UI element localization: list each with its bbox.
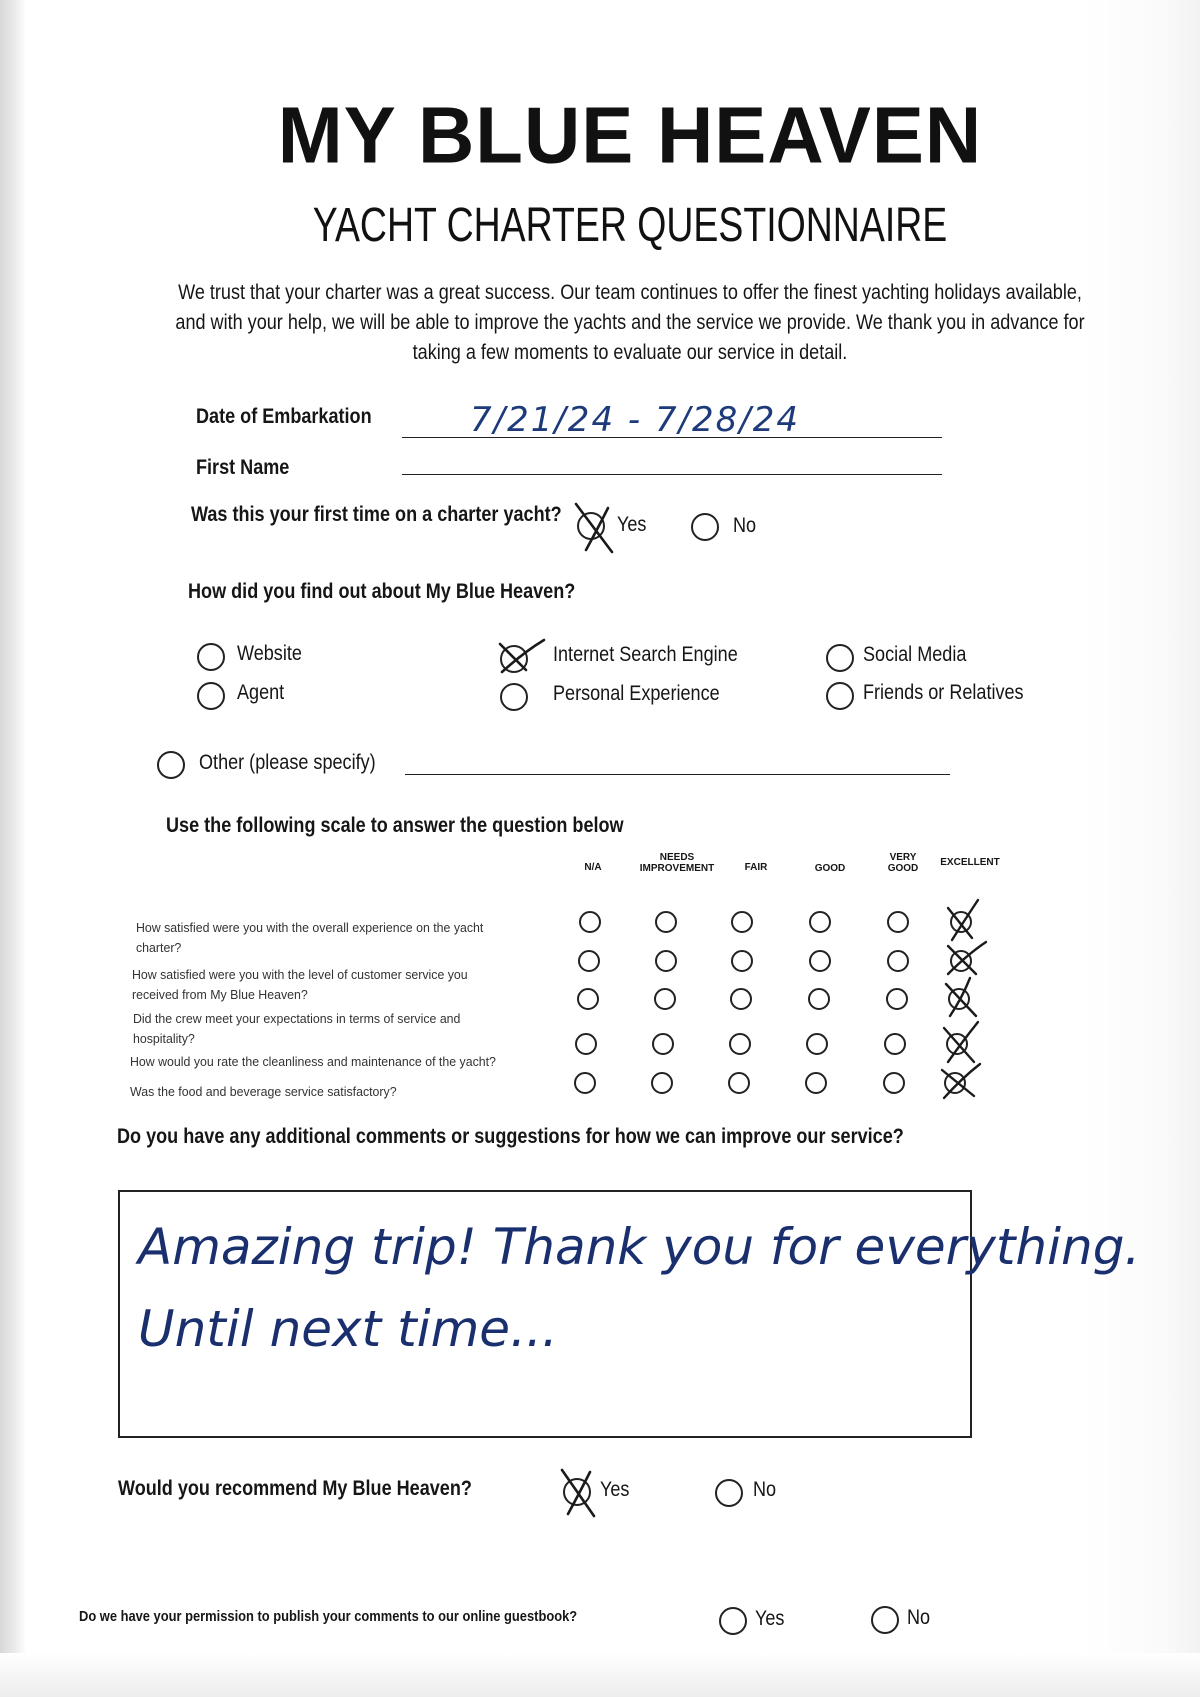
first-time-yes-label: Yes [617, 513, 647, 536]
intro-line-2: and with your help, we will be able to improve the yachts and the service we provide. We thank you in advance for [175, 311, 1085, 334]
scale-header-needs-improvement: NEEDS IMPROVEMENT [639, 852, 715, 874]
scale-header-na: N/A [584, 862, 602, 873]
rating-3-fair[interactable] [730, 988, 752, 1010]
discovery-question: How did you find out about My Blue Heaven? [188, 580, 576, 603]
rating-2-fair[interactable] [731, 950, 753, 972]
first-name-underline [402, 474, 942, 475]
recommend-question: Would you recommend My Blue Heaven? [118, 1477, 472, 1500]
scale-question-4: How would you rate the cleanliness and maintenance of the yacht? [130, 1054, 496, 1069]
scale-question-3-line-1: Did the crew meet your expectations in terms of service and [133, 1011, 461, 1026]
scale-question-3-line-2: hospitality? [133, 1031, 195, 1046]
website-label: Website [237, 642, 302, 665]
permission-yes-label: Yes [755, 1607, 785, 1630]
scan-shadow-bottom [0, 1653, 1200, 1697]
social-media-label: Social Media [863, 643, 967, 666]
scale-header-good: GOOD [814, 863, 846, 874]
scale-question-1-line-1: How satisfied were you with the overall experience on the yacht [136, 920, 484, 935]
other-label: Other (please specify) [199, 751, 376, 774]
first-time-no-label: No [733, 514, 757, 537]
scale-instruction: Use the following scale to answer the question below [166, 814, 624, 837]
checkmark-x-icon [938, 1020, 984, 1066]
agent-label: Agent [237, 681, 285, 704]
rating-4-needs-improvement[interactable] [652, 1033, 674, 1055]
permission-no-label: No [907, 1606, 931, 1629]
scale-question-2-line-1: How satisfied were you with the level of customer service you [132, 967, 468, 982]
page-title: MY BLUE HEAVEN [277, 90, 983, 180]
rating-2-good[interactable] [809, 950, 831, 972]
social-media-radio[interactable] [826, 644, 854, 672]
rating-3-na[interactable] [577, 988, 599, 1010]
scale-header-fair: FAIR [744, 862, 768, 873]
permission-question: Do we have your permission to publish your comments to our online guestbook? [79, 1608, 578, 1625]
rating-5-very-good[interactable] [883, 1072, 905, 1094]
first-name-label: First Name [196, 456, 290, 479]
comments-line-1: Amazing trip! Thank you for everything. [138, 1218, 1141, 1276]
comments-line-2: Until next time... [138, 1300, 558, 1358]
comments-question: Do you have any additional comments or suggestions for how we can improve our service? [117, 1125, 904, 1148]
rating-2-very-good[interactable] [887, 950, 909, 972]
first-time-no-radio[interactable] [691, 513, 719, 541]
friends-relatives-radio[interactable] [826, 682, 854, 710]
rating-4-na[interactable] [575, 1033, 597, 1055]
checkmark-x-icon [558, 1464, 602, 1522]
checkmark-x-icon [936, 1062, 986, 1102]
rating-2-na[interactable] [578, 950, 600, 972]
permission-no-radio[interactable] [871, 1606, 899, 1634]
rating-1-na[interactable] [579, 911, 601, 933]
checkmark-x-icon [942, 940, 990, 980]
rating-1-very-good[interactable] [887, 911, 909, 933]
scan-shadow-right [1082, 0, 1200, 1697]
rating-5-good[interactable] [805, 1072, 827, 1094]
rating-1-good[interactable] [809, 911, 831, 933]
scale-header-very-good: VERY GOOD [887, 852, 919, 874]
scale-question-2-line-2: received from My Blue Heaven? [132, 987, 308, 1002]
recommend-yes-label: Yes [600, 1478, 630, 1501]
scale-question-1-line-2: charter? [136, 940, 182, 955]
rating-1-needs-improvement[interactable] [655, 911, 677, 933]
rating-2-needs-improvement[interactable] [655, 950, 677, 972]
checkmark-x-icon [942, 898, 986, 944]
personal-experience-radio[interactable] [500, 683, 528, 711]
recommend-no-label: No [753, 1478, 777, 1501]
first-time-question: Was this your first time on a charter yacht? [191, 503, 562, 526]
scale-question-5: Was the food and beverage service satisfactory? [130, 1084, 397, 1099]
date-underline [402, 437, 942, 438]
other-radio[interactable] [157, 751, 185, 779]
rating-5-fair[interactable] [728, 1072, 750, 1094]
rating-4-fair[interactable] [729, 1033, 751, 1055]
search-engine-label: Internet Search Engine [553, 643, 738, 666]
rating-3-good[interactable] [808, 988, 830, 1010]
rating-5-needs-improvement[interactable] [651, 1072, 673, 1094]
website-radio[interactable] [197, 643, 225, 671]
page-subtitle: YACHT CHARTER QUESTIONNAIRE [312, 199, 948, 252]
personal-experience-label: Personal Experience [553, 682, 720, 705]
other-specify-field[interactable] [405, 774, 950, 775]
rating-3-needs-improvement[interactable] [654, 988, 676, 1010]
scan-shadow-left [0, 0, 26, 1697]
checkmark-x-icon [940, 976, 986, 1020]
permission-yes-radio[interactable] [719, 1607, 747, 1635]
date-field[interactable]: 7/21/24 - 7/28/24 [470, 400, 801, 440]
rating-4-good[interactable] [806, 1033, 828, 1055]
rating-5-na[interactable] [574, 1072, 596, 1094]
scale-header-excellent: EXCELLENT [940, 857, 1000, 868]
date-label: Date of Embarkation [196, 405, 372, 428]
intro-line-3: taking a few moments to evaluate our service in detail. [412, 341, 848, 364]
checkmark-x-icon [496, 636, 548, 676]
checkmark-x-icon [572, 498, 618, 558]
rating-1-fair[interactable] [731, 911, 753, 933]
rating-4-very-good[interactable] [884, 1033, 906, 1055]
intro-line-1: We trust that your charter was a great success. Our team continues to offer the finest yachting holidays available, [178, 281, 1082, 304]
agent-radio[interactable] [197, 682, 225, 710]
rating-3-very-good[interactable] [886, 988, 908, 1010]
recommend-no-radio[interactable] [715, 1479, 743, 1507]
friends-relatives-label: Friends or Relatives [863, 681, 1024, 704]
